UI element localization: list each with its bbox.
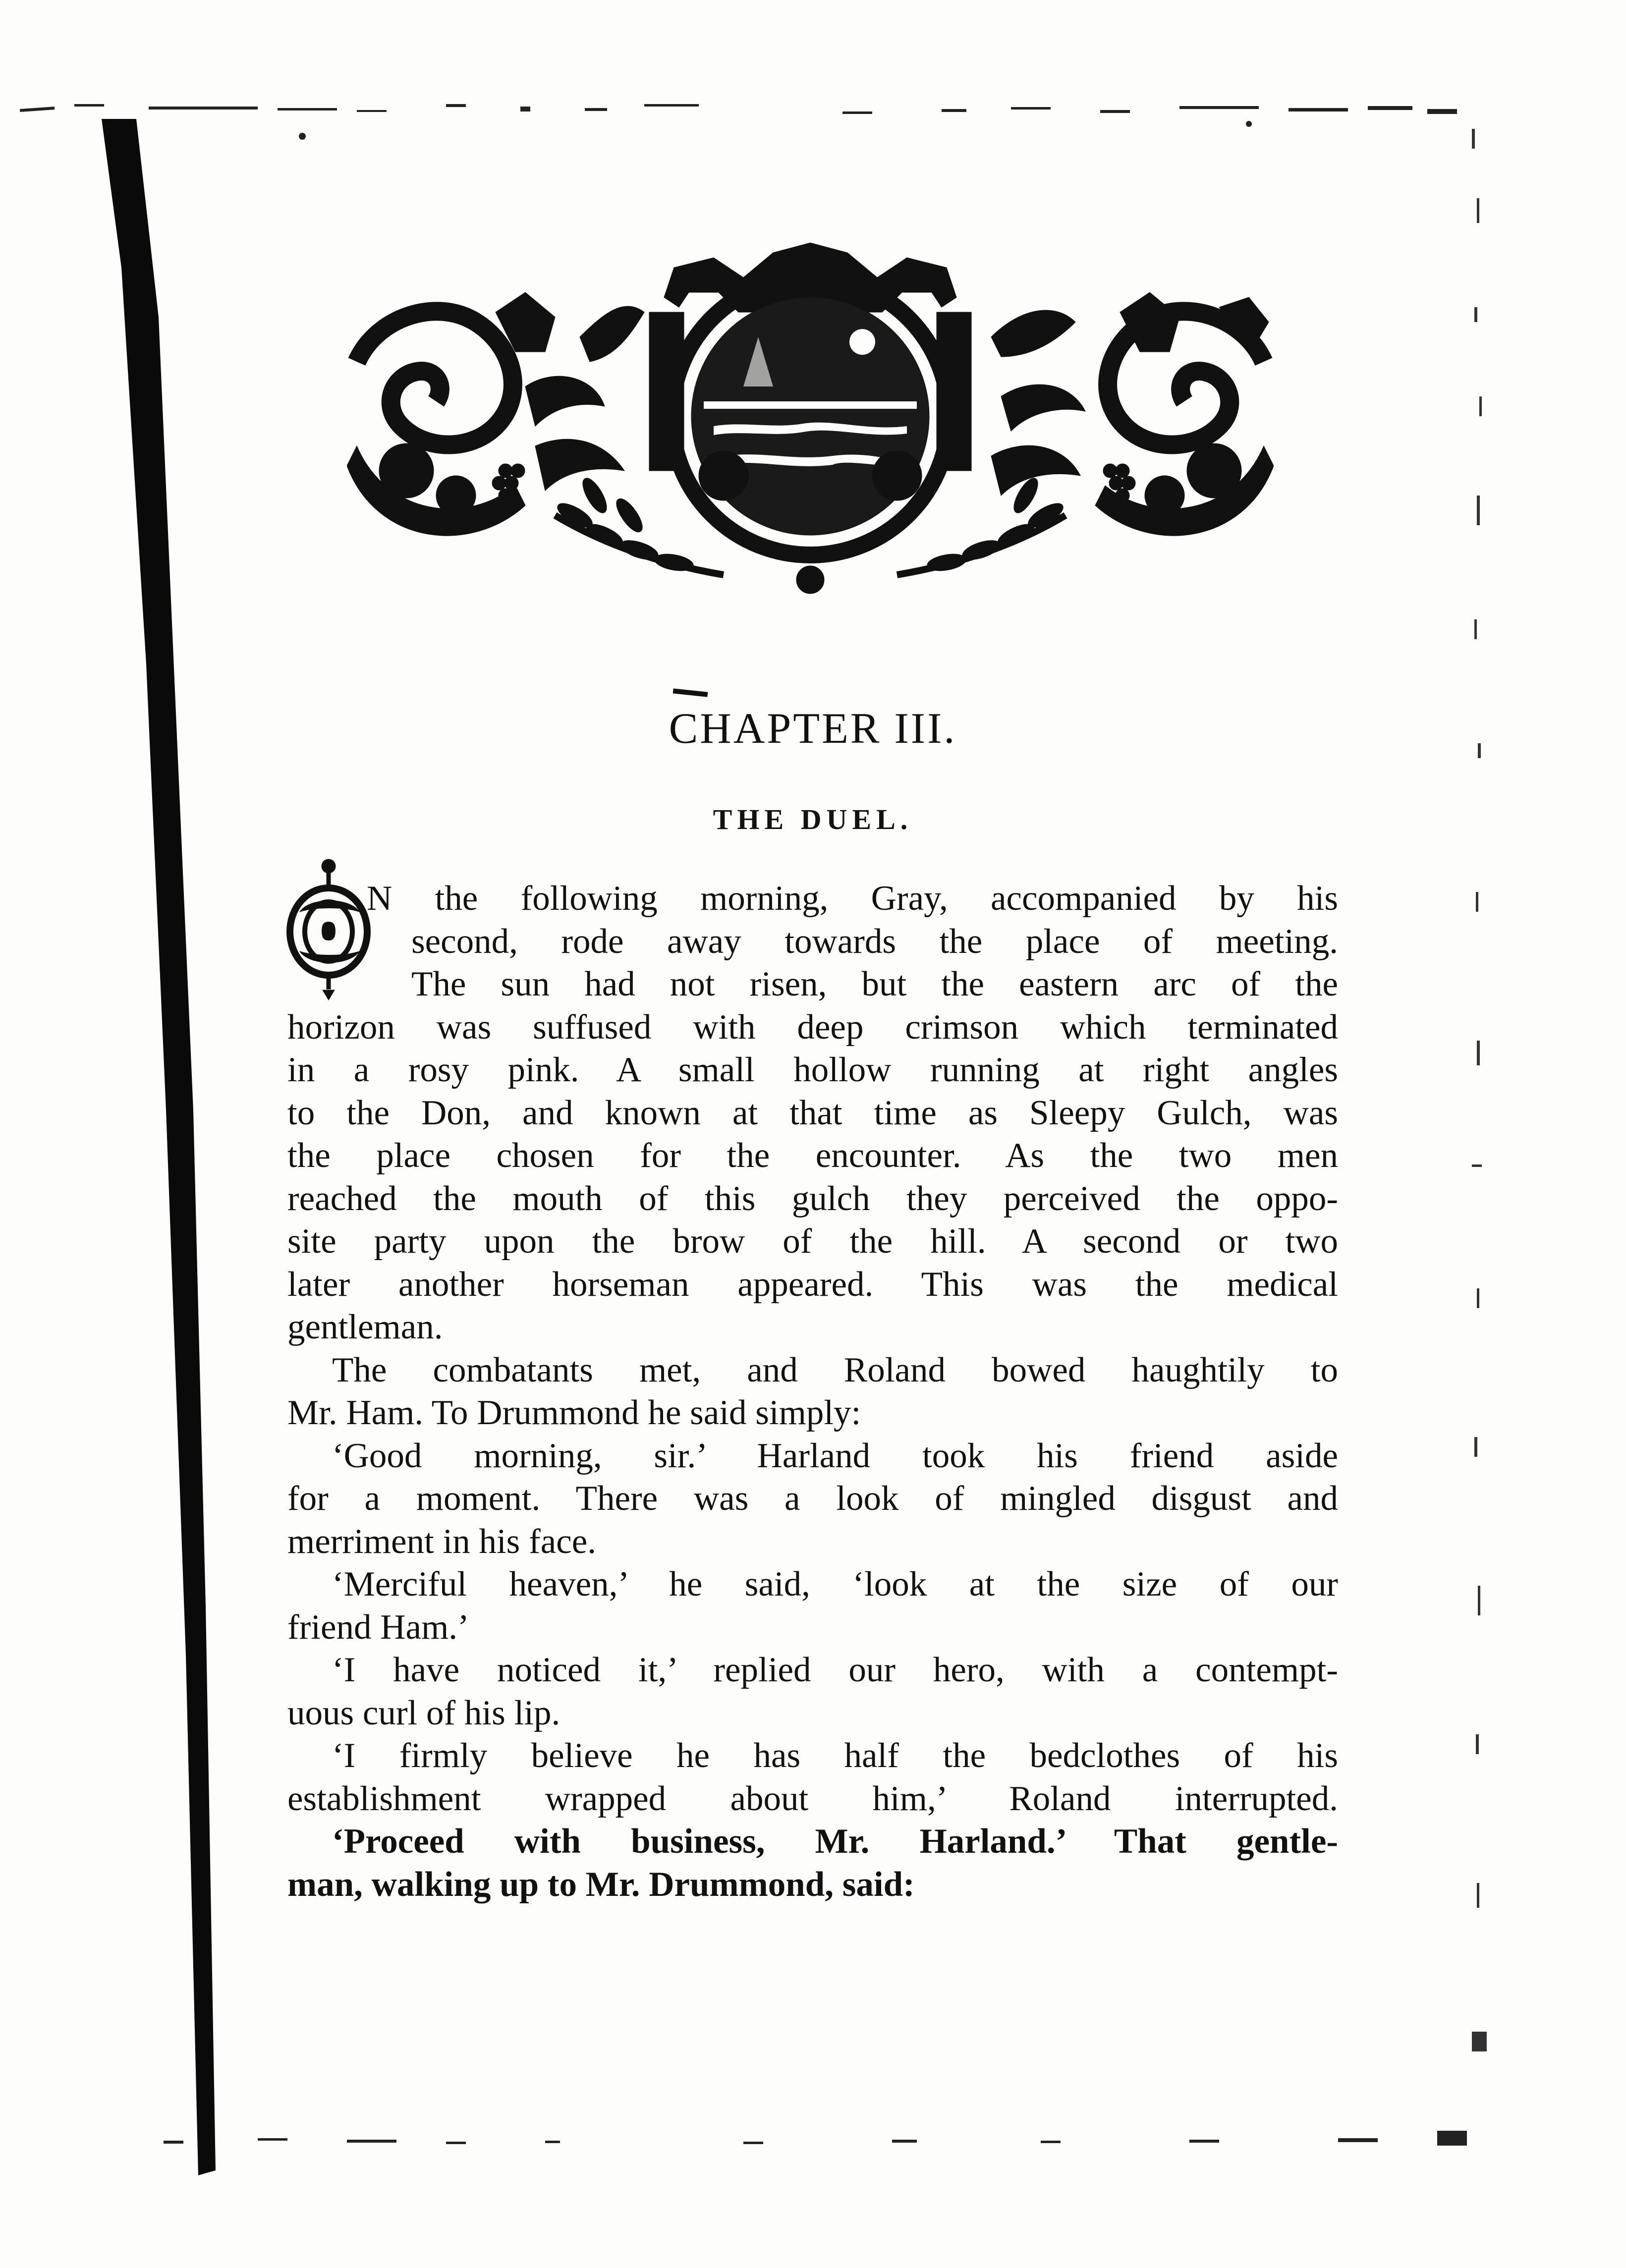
chapter-heading: CHAPTER III. [669,705,957,753]
body-line: N the following morning, Gray, accompanied by his [367,879,1338,918]
body-line: Mr. Ham. To Drummond he said simply: [287,1393,861,1432]
scan-edge-bottom-noise [0,2111,1626,2170]
body-line: horizon was suffused with deep crimson which terminated [287,1007,1338,1047]
body-line: friend Ham.’ [287,1607,469,1647]
body-line: The combatants met, and Roland bowed haughtily to [332,1350,1338,1389]
body-line: the place chosen for the encounter. As the two men [287,1136,1338,1175]
body-line: gentleman. [287,1308,443,1346]
body-line: later another horseman appeared. This was the medical [287,1265,1338,1304]
body-line: establishment wrapped about him,’ Roland interrupted. [287,1779,1338,1818]
ornamental-headpiece-icon [347,238,1274,595]
scan-edge-top-noise [0,84,1626,144]
initial-letter: O [317,913,340,948]
body-line: uous curl of his lip. [287,1693,561,1732]
body-line: The sun had not risen, but the eastern arc of the [411,965,1338,1003]
body-line: ‘Good morning, sir.’ Harland took his friend aside [332,1436,1338,1475]
chapter-subtitle: THE DUEL. [713,803,913,835]
body-line: site party upon the brow of the hill. A second or two [287,1222,1338,1261]
body-line: in a rosy pink. A small hollow running at right angles [287,1051,1338,1089]
body-line: ‘Proceed with business, Mr. Harland.’ That gentle- [332,1822,1338,1861]
body-line: to the Don, and known at that time as Sleepy Gulch, was [287,1093,1338,1132]
scan-edge-right-noise [1452,99,1512,2156]
body-line: man, walking up to Mr. Drummond, said: [287,1865,915,1904]
body-line: merriment in his face. [287,1522,596,1561]
body-line: ‘I firmly believe he has half the bedclothes of his [332,1736,1338,1775]
body-line: reached the mouth of this gulch they perceived the oppo- [287,1179,1338,1218]
body-line: ‘I have noticed it,’ replied our hero, with a contempt- [332,1651,1338,1689]
chapter-body-text [287,877,1338,1906]
heading-dash-mark [673,688,708,697]
body-line: for a moment. There was a look of mingled disgust and [287,1479,1338,1518]
body-line: ‘Merciful heaven,’ he said, ‘look at the size of our [332,1565,1338,1604]
body-line: second, rode away towards the place of meeting. [411,922,1338,961]
